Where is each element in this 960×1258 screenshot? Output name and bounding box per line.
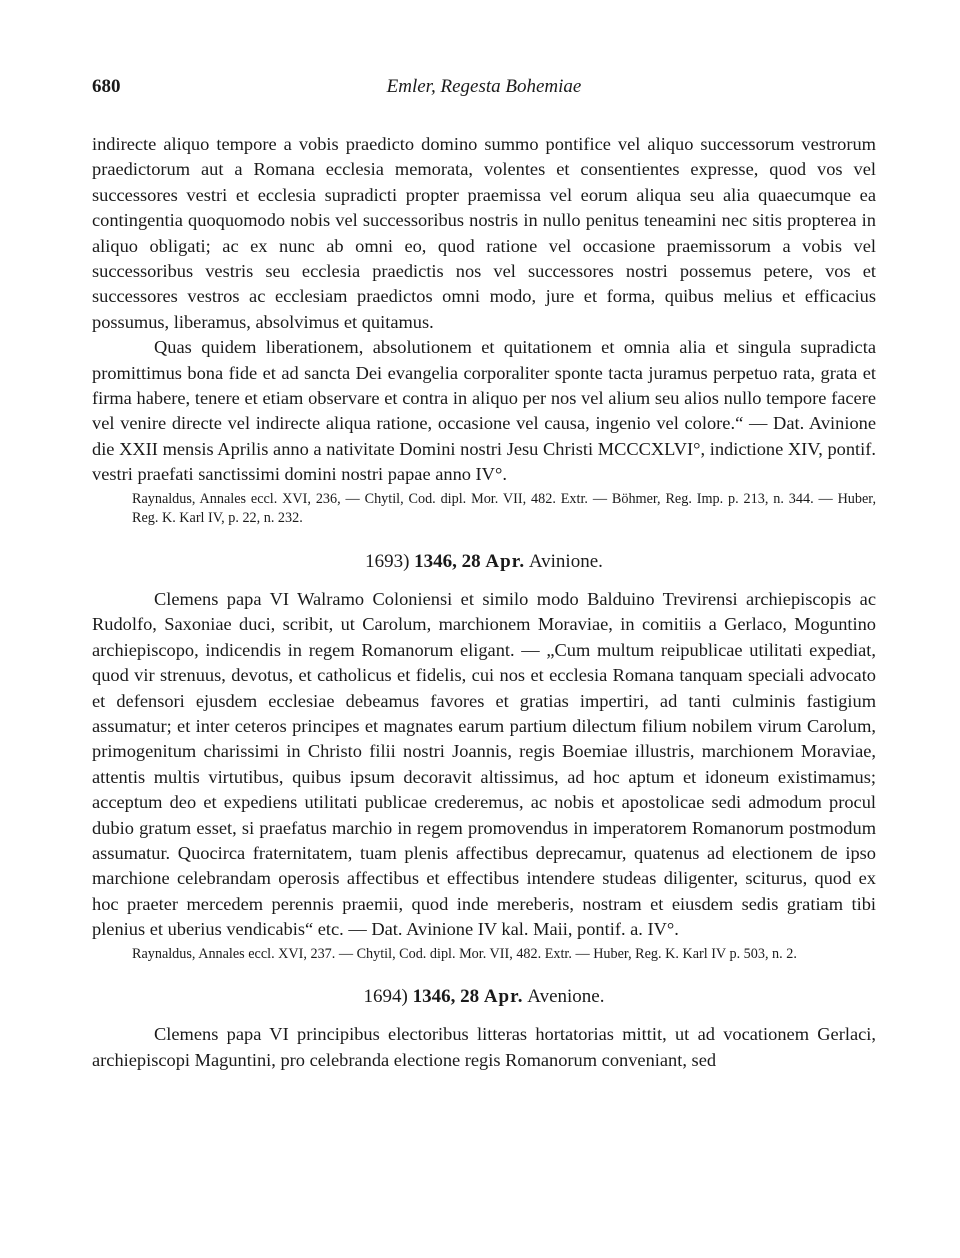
entry-month: Apr. bbox=[483, 986, 524, 1008]
continuation-paragraph-2: Quas quidem liberationem, absolutionem et quitationem et omnia alia et singula supradicta promittimus bona fide et ad sancta Dei evangelia corporaliter sponte tacta juramus perpetuo rata, grata et firma habere, tenere et etiam observare et contra in aliquo per nos vel alium seu alios nullo tempore facere vel venire directe vel indirecte aliqua ratione, occasione vel causa, ingenio vel colore.“ — Dat. Avinione die XXII mensis Aprilis anno a nativitate Domini nostri Jesu Christi MCCCXLVI°, indictione XIV, pontif. vestri praefati sanctissimi domini nostri papae anno IV°. bbox=[92, 337, 876, 485]
entry-month: Apr. bbox=[485, 550, 526, 572]
continuation-paragraph: indirecte aliquo tempore a vobis praedicto domino summo pontifice vel aliquo successorum vestrorum praedictorum aut a Romana ecclesia memorata, volentes et consentientes expresse, quod vos vel successores vestri et ecclesia supradicti propter praemissa vel eorum aliqua seu alia quaecumque ea contingentia quoquomodo nobis vel successoribus nostris in nullo penitus teneamini nec sitis propterea in aliquo obligati; ac ex nunc ab omni eo, quod ratione vel occasione praemissorum a vobis vel successoribus vestris seu ecclesia praedictis nos vel successores nostri possemus petere, vos et successores vestros ac ecclesiam praedictos omni modo, jure et forma, quibus melius et efficacius possumus, liberamus, absolvimus et quitamus. bbox=[92, 134, 876, 332]
entry-number: 1694) bbox=[363, 986, 408, 1008]
entry-text-1694: Clemens papa VI principibus electoribus litteras hortatorias mittit, ut ad vocationem Gerlaci, archiepiscopi Maguntini, pro celebranda electione regis Romanorum conveniant, sed bbox=[92, 1024, 876, 1070]
source-note-1693: Raynaldus, Annales eccl. XVI, 237. — Chytil, Cod. dipl. Mor. VII, 482. Extr. — Huber, Reg. K. Karl IV p. 503, n. 2. bbox=[132, 945, 797, 962]
entry-heading-1693 bbox=[92, 551, 876, 573]
entry-date: 1346, 28 bbox=[412, 986, 480, 1008]
document-page bbox=[92, 76, 876, 1073]
entry-date: 1346, 28 bbox=[414, 550, 481, 572]
entry-heading-1694 bbox=[92, 986, 876, 1008]
source-note: Raynaldus, Annales eccl. XVI, 236, — Chytil, Cod. dipl. Mor. VII, 482. Extr. — Böhmer, Reg. Imp. p. 213, n. 344. — Huber, Reg. K. Karl IV, p. 22, n. 232. bbox=[132, 490, 876, 527]
entry-place: Avinione. bbox=[528, 550, 603, 572]
running-title: Emler, Regesta Bohemiae bbox=[386, 76, 582, 97]
entry-place: Avenione. bbox=[527, 986, 605, 1008]
page-header bbox=[92, 76, 876, 106]
page-number: 680 bbox=[92, 76, 121, 97]
entry-number: 1693) bbox=[365, 550, 410, 572]
entry-text-1693: Clemens papa VI Walramo Coloniensi et similo modo Balduino Trevirensi archiepiscopis ac Rudolfo, Saxoniae duci, scribit, ut Carolum, marchionem Moraviae, in comitiis a Gerlaco, Moguntino archiepiscopo, indicendis in regem Romanorum eligant. — „Cum multum reipublicae utilitati expediat, quod vir strenuus, devotus, et catholicus et fidelis, cui nos et ecclesia Romana tanquam speciali advocato et defensori ejusdem ecclesiae debeamus favores et gratias impertiri, ad tanti culminis fastigium assumatur; et inter ceteros principes et magnates earum partium dilectum filium nobilem virum Carolum, primogenitum charissimi in Christo filii nostri Joannis, regis Boemiae illustris, marchionem Moraviae, attentis multis virtutibus, quibus ipsum decoravit altissimus, ad hoc aptum et idoneum existimamus; acceptum deo et expediens utilitati publicae crederemus, ac nobis et apostolicae sedi admodum procul dubio gratum esset, si praefatus marchio in regem promovendus in imperatorem Romanorum postmodum assumatur. Quocirca fraternitatem, tuam plenis affectibus deprecamur, quatenus ad electionem de ipso marchione celebrandam operosis affectibus et effectibus intendere studeas diligenter, sciturus, quod ex hoc praeter mercedem perennis praemii, quod inde mereberis, nostram et eiusdem sedis gratiam tibi plenius et uberius vendicabis“ etc. — Dat. Avinione IV kal. Maii, pontif. a. IV°. bbox=[92, 588, 876, 940]
